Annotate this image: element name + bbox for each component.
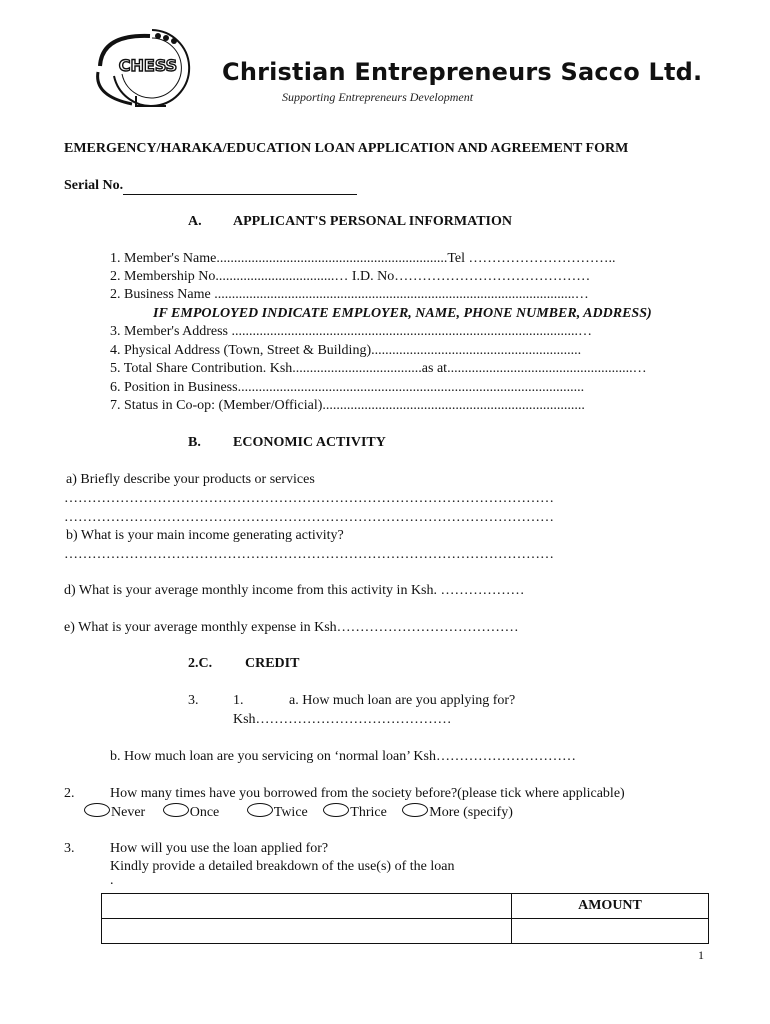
section-b-title: ECONOMIC ACTIVITY (233, 435, 386, 450)
option-twice[interactable]: Twice (247, 803, 308, 822)
use-question-number: 3. (64, 841, 75, 856)
form-title: EMERGENCY/HARAKA/EDUCATION LOAN APPLICATION AND AGREEMENT FORM (64, 141, 629, 156)
option-thrice[interactable]: Thrice (323, 803, 387, 822)
section-a-title: APPLICANT'S PERSONAL INFORMATION (233, 214, 512, 229)
members-name-line[interactable]: 1. Member's Name..................................................................Tel ………………………….. (110, 251, 616, 266)
chess-logo (92, 26, 212, 110)
question-times-borrowed: How many times have you borrowed from the society before?(please tick where applicable) (110, 786, 625, 801)
members-address-line[interactable]: 3. Member's Address ...................................................................................................… (110, 324, 593, 339)
section-b-letter: B. (188, 435, 201, 450)
radio-oval[interactable] (402, 803, 428, 817)
membership-number-line[interactable]: 2. Membership No..................................… I.D. No…………………………………… (110, 269, 591, 284)
question-products-services: a) Briefly describe your products or services (66, 472, 315, 487)
credit-question-number: 3. (188, 693, 199, 708)
radio-oval[interactable] (247, 803, 273, 817)
use-description-cell[interactable] (102, 919, 512, 944)
loan-use-dot: . (110, 873, 114, 888)
question-monthly-expense[interactable]: e) What is your average monthly expense in Ksh………………………………… (64, 620, 519, 635)
option-once[interactable]: Once (163, 803, 220, 822)
option-never[interactable]: Never (84, 803, 145, 822)
section-c-letter: 2.C. (188, 656, 213, 671)
physical-address-line[interactable]: 4. Physical Address (Town, Street & Building)............................................................ (110, 343, 582, 358)
radio-oval[interactable] (163, 803, 189, 817)
employer-note: IF EMPOLOYED INDICATE EMPLOYER, NAME, PHONE NUMBER, ADDRESS) (153, 306, 652, 321)
question-normal-loan[interactable]: b. How much loan are you servicing on ‘normal loan’ Ksh………………………… (110, 749, 576, 764)
organization-name: Christian Entrepreneurs Sacco Ltd. (222, 58, 703, 86)
page-number: 1 (698, 948, 704, 962)
logo-text: CHESS (118, 56, 178, 75)
business-name-line[interactable]: 2. Business Name .......................................................................................................… (110, 287, 589, 302)
table-row (102, 894, 709, 919)
share-contribution-line[interactable]: 5. Total Share Contribution. Ksh.....................................as at.....................................................… (110, 361, 647, 376)
option-more[interactable]: More (specify) (402, 803, 513, 822)
answer-line[interactable]: …………………………………………………………………………………………… (64, 510, 554, 525)
table-row (102, 919, 709, 944)
question-loan-use: How will you use the loan applied for? (110, 841, 329, 856)
loan-use-instruction: Kindly provide a detailed breakdown of the use(s) of the loan (110, 859, 455, 874)
radio-oval[interactable] (84, 803, 110, 817)
borrow-options (84, 803, 523, 822)
section-c-title: CREDIT (245, 656, 300, 671)
section-a-letter: A. (188, 214, 202, 229)
amount-header: AMOUNT (512, 894, 709, 919)
serial-number-field[interactable] (123, 180, 357, 195)
amount-cell[interactable] (512, 919, 709, 944)
use-description-header-cell[interactable] (102, 894, 512, 919)
borrow-question-number: 2. (64, 786, 75, 801)
question-monthly-income[interactable]: d) What is your average monthly income from this activity in Ksh. ……………… (64, 583, 525, 598)
organization-tagline: Supporting Entrepreneurs Development (282, 90, 474, 104)
loan-use-table (101, 893, 709, 944)
loan-question-number: 1. (233, 693, 244, 708)
loan-applying-amount-field[interactable]: Ksh…………………………………… (233, 712, 452, 727)
radio-oval[interactable] (323, 803, 349, 817)
answer-line[interactable]: …………………………………………………………………………………………… (64, 491, 554, 506)
position-in-business-line[interactable]: 6. Position in Business................................................................................................... (110, 380, 585, 395)
status-in-coop-line[interactable]: 7. Status in Co-op: (Member/Official)........................................................................... (110, 398, 585, 413)
question-income-activity: b) What is your main income generating activity? (66, 528, 344, 543)
answer-line[interactable]: …………………………………………………………………………………………… (64, 547, 554, 562)
serial-number-row (64, 177, 357, 195)
question-loan-applying: a. How much loan are you applying for? (289, 693, 516, 708)
serial-number-label: Serial No. (64, 178, 124, 193)
